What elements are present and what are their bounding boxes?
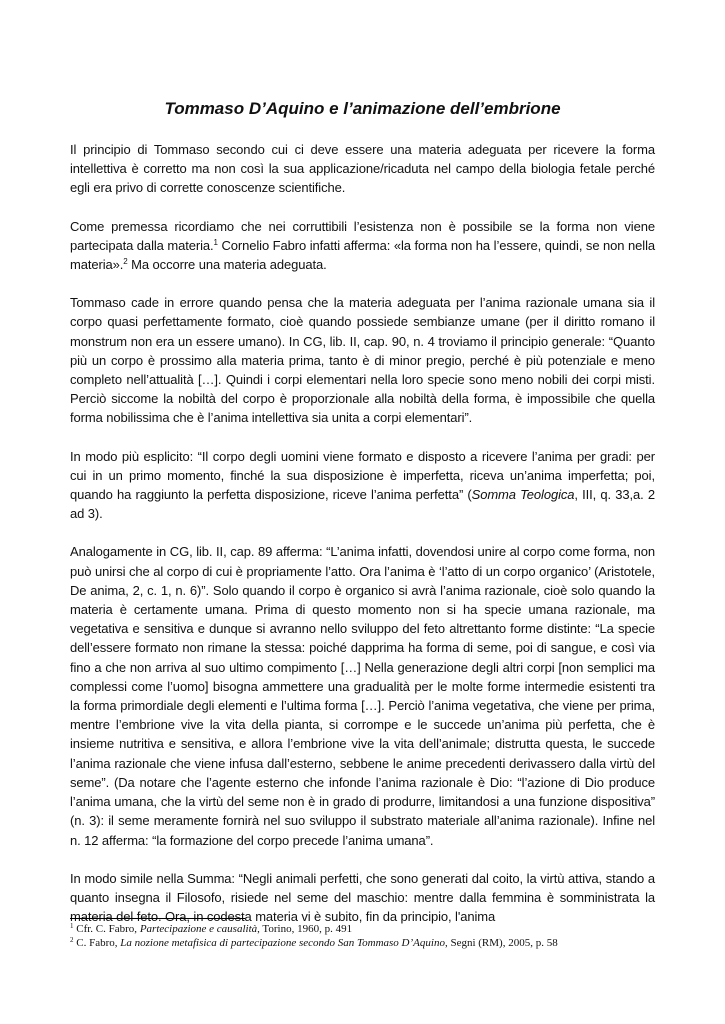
paragraph-6: In modo simile nella Summa: “Negli animali perfetti, che sono generati dal coito, la virtù attiva, stando a quanto insegna il Filosofo, risiede nel seme del maschio: mentre dalla femmina è somministrata la materia del feto. Ora, in codesta materia vi è subito, fin da principio, l'anima: [70, 870, 655, 925]
paragraph-2-text-b: Cornelio Fabro infatti afferma: «la forma non ha l’essere, quindi, se non nella materia».: [70, 237, 655, 273]
footnote-ref-1: 1: [213, 237, 218, 247]
footnote-2-marker: 2: [70, 936, 74, 944]
footnote-2: [70, 936, 670, 950]
document-body: [70, 140, 655, 926]
footnote-ref-2: 2: [123, 257, 128, 267]
footnote-1: [70, 922, 670, 936]
footnote-1-post: , Torino, 1960, p. 491: [257, 923, 353, 935]
paragraph-2: [70, 217, 655, 275]
paragraph-2-text-a: Come premessa ricordiamo che nei corruttibili l’esistenza non è possibile se la forma non viene partecipata dalla materia.: [70, 218, 655, 253]
paragraph-4-text-a: In modo più esplicito: “Il corpo degli uomini viene formato e disposto a ricevere l’anima per gradi: per cui in un primo momento, finché la sua disposizione è imperfetta, riceva un’anima imperfetta; poi, quando ha raggiunto la perfetta disposizione, riceve l’anima perfetta” (: [70, 448, 655, 503]
footnote-separator: [70, 918, 245, 919]
footnote-1-marker: 1: [70, 922, 74, 930]
footnote-1-italic: Partecipazione e causalità: [139, 923, 258, 935]
footnote-2-post: , Segni (RM), 2005, p. 58: [444, 937, 558, 949]
footnote-2-pre: C. Fabro,: [76, 937, 121, 949]
paragraph-5: Analogamente in CG, lib. II, cap. 89 afferma: “L’anima infatti, dovendosi unire al corpo come forma, non può unirsi che al corpo di cui è propriamente l’atto. Ora l’anima è ‘l’atto di un corpo organico’ (Aristotele, De anima, 2, c. 1, n. 6)”. Solo quando il corpo è organico si avrà l’anima razionale, cioè solo quando la materia è certamente umana. Prima di questo momento non si ha specie umana razionale, ma vegetativa e sensitiva e dunque si avranno nello sviluppo del feto altrettanto forme distinte: “La specie dell’essere formato non rimane la stessa: poiché dapprima ha forma di seme, poi di sangue, e così via fino a che non arriva al suo ultimo compimento […] Nella generazione degli altri corpi [non semplici ma complessi come l’uomo] bisogna ammettere una gradualità per le molte forme intermedie esistenti tra la forma primordiale degli elementi e l’ultima forma […]. Perciò l’anima vegetativa, che viene per prima, mentre l’embrione vive la vita della pianta, si corrompe e le succede un’anima più perfetta, che è insieme nutritiva e sensitiva, e allora l’embrione vive la vita dell’animale; distrutta questa, le succede l’anima razionale che viene infusa dall’esterno, sebbene le anime precedenti derivassero dalla virtù del seme”. (Da notare che l’agente esterno che infonde l’anima razionale è Dio: “l’azione di Dio produce l’anima umana, che la virtù del seme non è in grado di produrre, limitandosi a una funzione dispositiva” (n. 3): il seme meramente fornirà nel suo sviluppo il substrato materiale all’anima razionale). Infine nel n. 12 afferma: “la formazione del corpo precede l’anima umana”.: [70, 544, 655, 848]
paragraph-3: Tommaso cade in errore quando pensa che la materia adeguata per l’anima razionale umana sia il corpo quasi perfettamente formato, cioè quando possiede sembianze umane (per il diritto romano il monstrum non era un essere umano). In CG, lib. II, cap. 90, n. 4 troviamo il principio generale: “Quanto più un corpo è prossimo alla materia prima, tanto è di minor pregio, perché è più potenziale e meno completo nell’attualità […]. Quindi i corpi elementari nella loro specie sono meno nobili dei corpi misti. Perciò siccome la nobiltà del corpo è proporzionale alla nobiltà della forma, è impossibile che quella forma nobilissima che è l’anima intellettiva sia unita a corpi elementari”.: [70, 295, 655, 426]
paragraph-2-text-c: Ma occorre una materia adeguata.: [127, 257, 327, 273]
paragraph-1: Il principio di Tommaso secondo cui ci deve essere una materia adeguata per ricevere la forma intellettiva è corretto ma non così la sua applicazione/ricaduta nel campo della biologia fetale perché egli era privo di corrette conoscenze scientifiche.: [70, 142, 655, 196]
footnotes: [70, 922, 670, 950]
paragraph-4: [70, 447, 655, 524]
paragraph-4-italic: Somma Teologica: [471, 487, 575, 503]
page-title: Tommaso D’Aquino e l’animazione dell’embrione: [164, 99, 561, 118]
paragraph-4-text-b: , III, q. 33,a. 2 ad 3).: [70, 487, 655, 522]
footnote-2-italic: La nozione metafisica di partecipazione secondo San Tommaso D’Aquino: [120, 937, 445, 949]
footnote-1-pre: Cfr. C. Fabro,: [76, 923, 140, 935]
